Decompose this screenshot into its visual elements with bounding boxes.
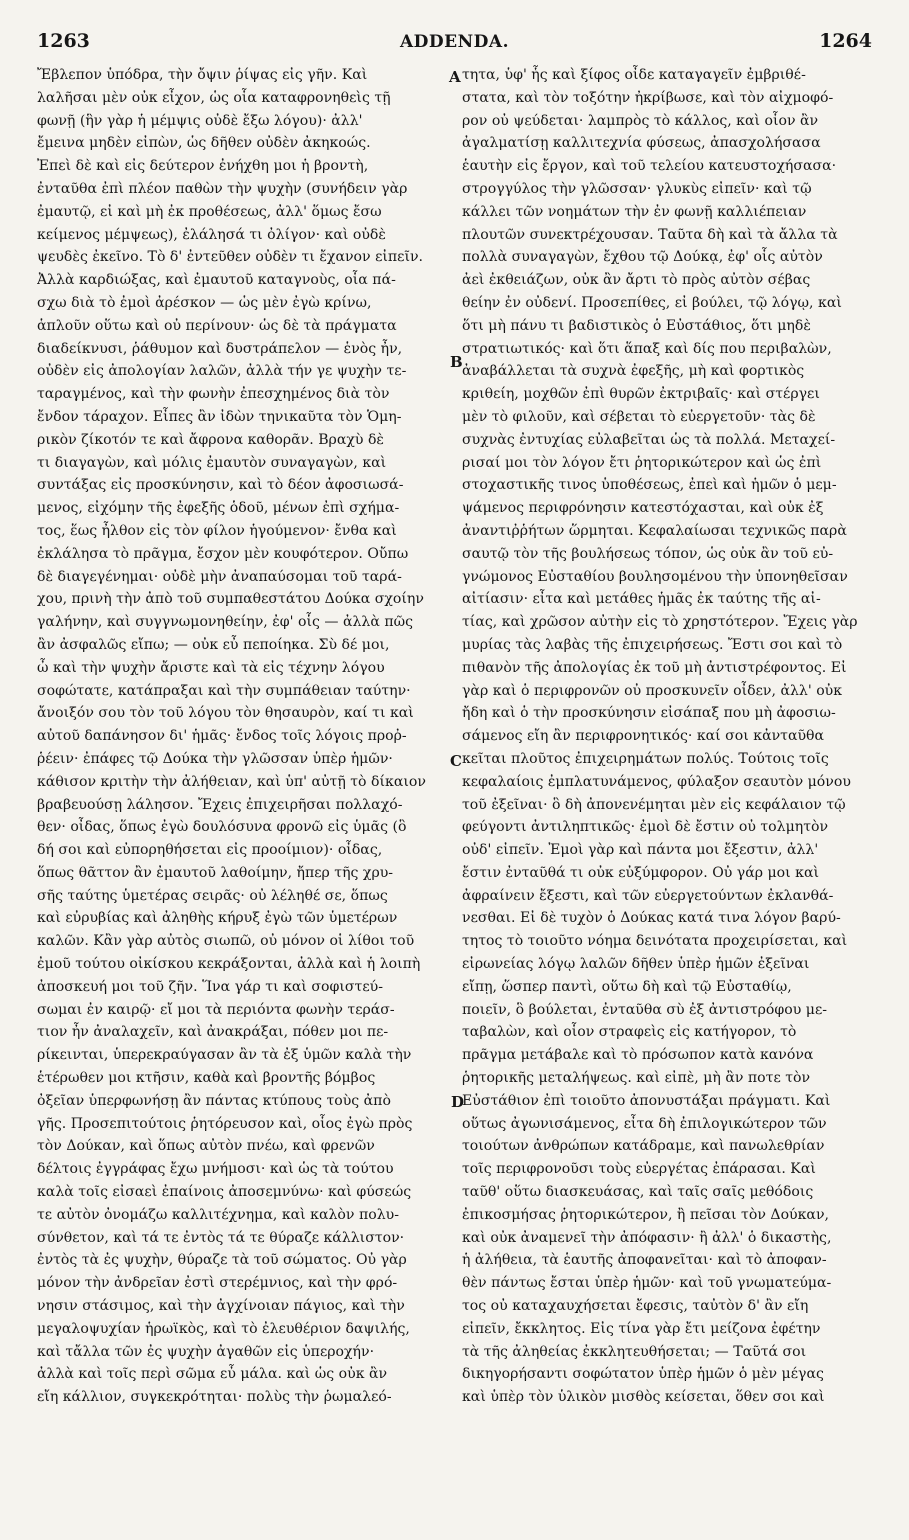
- text-line: ἔστιν ἐνταῦθά τι οὐκ εὐξύμφορον. Οὐ γάρ μοι καὶ: [462, 864, 820, 881]
- text-line: στρατιωτικός· καὶ ὅτι ἅπαξ καὶ δίς που περιβαλὼν,: [462, 340, 832, 357]
- left-text-column: [37, 64, 447, 1514]
- text-line: ἔνδον τάραχον. Εἶπες ἂν ἰδὼν τηνικαῦτα τὸν Ὁμη-: [37, 408, 402, 425]
- text-line: κάλλει τῶν νοημάτων τὴν ἐν φωνῇ καλλιέπειαν: [462, 203, 807, 220]
- text-line: ρίκεινται, ὑπερεκραύγασαν ἂν τὰ ἐξ ὑμῶν καλὰ τὴν: [37, 1047, 412, 1064]
- text-line: κάθισον κριτὴν τὴν ἀλήθειαν, καὶ ὑπ' αὐτῇ τὸ δίκαιον: [37, 773, 426, 790]
- text-line: ἐνταῦθα ἐπὶ πλέον παθὼν τὴν ψυχὴν (συνήδειν γὰρ: [37, 180, 408, 197]
- text-line: τητος τὸ τοιοῦτο νόημα δεινότατα προχειρίσεται, καὶ: [462, 933, 848, 950]
- text-line: καὶ ὑπὲρ τὸν ὑλικὸν μισθὸς κείσεται, ὅθεν σοι καὶ: [462, 1389, 825, 1406]
- text-line: καλῶν. Κἂν γὰρ αὐτὸς σιωπῶ, οὐ μόνον οἱ λίθοι τοῦ: [37, 933, 415, 950]
- text-line: στατα, καὶ τὸν τοξότην ἠκρίβωσε, καὶ τὸν αἰχμοφό-: [462, 89, 834, 106]
- text-line: νεσθαι. Εἰ δὲ τυχὸν ὁ Δούκας κατά τινα λόγον βαρύ-: [462, 910, 841, 927]
- text-line: ὅπως θᾶττον ἂν ἐμαυτοῦ λαθοίμην, ἤπερ τῆς χρυ-: [37, 864, 394, 881]
- text-line: ψάμενος περιφρόνησιν κατεστόχασται, καὶ οὐκ ἐξ: [462, 500, 824, 517]
- text-line: ἀλλὰ καὶ τοῖς περὶ σῶμα εὖ μάλα. καὶ ὡς οὐκ ἂν: [37, 1366, 388, 1383]
- text-line: ἐμοῦ τούτου οἰκίσκου κεκράξονται, ἀλλὰ καὶ ἡ λοιπὴ: [37, 956, 421, 973]
- text-line: ἐπικοσμήσας ῥητορικώτερον, ἢ πεῖσαι τὸν Δούκαν,: [462, 1206, 829, 1223]
- text-line: καλὰ τοῖς εἰσαεὶ ἐπαίνοις ἀποσεμνύνω· καὶ φύσεώς: [37, 1184, 412, 1201]
- text-line: ρον οὐ ψεύδεται· λαμπρὸς τὸ κάλλος, καὶ οἷον ἂν: [462, 112, 819, 129]
- text-line: ἐντὸς τὰ ἐς ψυχὴν, θύραζε τὰ τοῦ σώματος. Οὐ γὰρ: [37, 1252, 407, 1269]
- text-line: γνώμονος Εὐσταθίου βουλησομένου τὴν ὑπονηθεῖσαν: [462, 568, 848, 585]
- text-line: ἔμεινα μηδὲν εἰπὼν, ὡς δῆθεν οὐδὲν ἀκηκοώς.: [37, 135, 371, 152]
- text-line: πιθανὸν τῆς ἀπολογίας ἐκ τοῦ μὴ ἀντιστρέφοντος. Εἰ: [462, 659, 847, 676]
- text-line: ψευδὲς ἐκεῖνο. Τὸ δ' ἐντεῦθεν οὐδὲν τι ἔχανον εἰπεῖν.: [37, 249, 424, 266]
- text-line: στοχαστικῆς τινος ὑποθέσεως, ἐπεὶ καὶ ἡμῶν ὁ μεμ-: [462, 477, 837, 494]
- text-line: κεφαλαίοις ἐμπλατυνάμενος, φύλαξον σεαυτὸν μόνου: [462, 773, 851, 790]
- text-line: σωμαι ἐν καιρῷ· εἴ μοι τὰ περιόντα φωνὴν τεράσ-: [37, 1001, 395, 1018]
- text-line: ἑαυτὴν εἰς ἔργον, καὶ τοῦ τελείου κατευστοχήσασα·: [462, 158, 837, 175]
- text-line: γῆς. Προσεπιτούτοις ῥητόρευσον καὶ, οἷος ἐγὼ πρὸς: [37, 1115, 413, 1132]
- text-line: ἀγαλματίσῃ καλλιτεχνία φύσεως, ἀπασχολήσασα: [462, 135, 821, 152]
- text-line: ὅτι μὴ πάνυ τι βαδιστικὸς ὁ Εὐστάθιος, ὅτι μηδὲ: [462, 317, 811, 334]
- text-line: σῆς ταύτης ὑμετέρας σειρᾶς· οὐ λέληθέ σε, ὅπως: [37, 887, 388, 904]
- text-line: σαυτῷ τὸν τῆς βουλήσεως τόπον, ὡς οὐκ ἂν τοῦ εὐ-: [462, 545, 834, 562]
- text-line: θείην ἐν οὐδενί. Προσεπίθες, εἰ βούλει, τῷ λόγῳ, καὶ: [462, 294, 842, 311]
- text-line: βραβευούσῃ λάλησον. Ἔχεις ἐπιχειρῆσαι πολλαχό-: [37, 796, 403, 813]
- text-line: λαλῆσαι μὲν οὐκ εἶχον, ὡς οἷα καταφρονηθεὶς τῇ: [37, 89, 391, 106]
- text-line: φωνῇ (ἣν γὰρ ἡ μέμψις οὐδὲ ἔξω λόγου)· ἀλλ': [37, 112, 363, 129]
- text-line: τίας, καὶ χρῶσον αὐτὴν εἰς τὸ χρηστότερον. Ἔχεις γὰρ: [462, 614, 858, 631]
- left-page-number: 1263: [37, 30, 90, 52]
- text-line: εἴπῃ, ὥσπερ παντὶ, οὕτω δὴ καὶ τῷ Εὐσταθίῳ,: [462, 978, 792, 995]
- text-line: ἂν ἀσφαλῶς εἴπω; — οὐκ εὖ πεποίηκα. Σὺ δέ μοι,: [37, 636, 390, 653]
- text-line: ῥέειν· ἐπάφες τῷ Δούκα τὴν γλῶσσαν ὑπὲρ ἡμῶν·: [37, 750, 393, 767]
- text-line: ῥητορικῆς μεταλήψεως. καὶ εἰπὲ, μὴ ἂν ποτε τὸν: [462, 1070, 811, 1087]
- margin-marker-b: B: [450, 353, 463, 371]
- text-line: σχω διὰ τὸ ἐμοὶ ἀρέσκον — ὡς μὲν ἐγὼ κρίνω,: [37, 294, 372, 311]
- text-line: καὶ εὐρυβίας καὶ ἀληθὴς κήρυξ ἐγὼ τῶν ὑμετέρων: [37, 910, 398, 927]
- right-text-column: [462, 64, 872, 1514]
- text-line: τὸν Δούκαν, καὶ ὅπως αὐτὸν πνέω, καὶ φρενῶν: [37, 1138, 375, 1155]
- text-line: ἡ ἀλήθεια, τὰ ἑαυτῆς ἀποφανεῖται· καὶ τὸ ἀποφαν-: [462, 1252, 827, 1269]
- text-line: μενος, εἰχόμην τῆς ἐφεξῆς ὁδοῦ, μένων ἐπὶ σχήμα-: [37, 500, 400, 517]
- text-line: ἀεὶ ἐκθειάζων, οὐκ ἂν ἄρτι τὸ πρὸς αὐτὸν σέβας: [462, 272, 811, 289]
- text-line: διαδείκνυσι, ῥάθυμον καὶ δυστράπελον — ἑνὸς ἦν,: [37, 340, 403, 357]
- text-line: τοῖς περιφρονοῦσι τοὺς εὐεργέτας ἐπάρασαι. Καὶ: [462, 1161, 816, 1178]
- margin-marker-c: C: [450, 752, 462, 770]
- text-line: ἁπλοῦν οὕτω καὶ οὐ περίνουν· ὡς δὲ τὰ πράγματα: [37, 317, 397, 334]
- text-line: συχνὰς ἐντυχίας εὐλαβεῖται ὡς τὰ πολλά. Μεταχεί-: [462, 431, 836, 448]
- text-line: ἐμαυτῷ, εἰ καὶ μὴ ἐκ προθέσεως, ἀλλ' ὅμως ἔσω: [37, 203, 382, 220]
- text-line: κείμενος μέμψεως), ἐλάλησά τι ὀλίγον· καὶ οὐδὲ: [37, 226, 386, 243]
- text-line: οὐδ' εἰπεῖν. Ἐμοὶ γὰρ καὶ πάντα μοι ἔξεστιν, ἀλλ': [462, 842, 819, 859]
- text-line: μεγαλοψυχίαν ἡρωϊκὸς, καὶ τὸ ἐλευθέριον δαψιλής,: [37, 1320, 410, 1337]
- text-line: οὕτως ἀγωνισάμενος, εἶτα δὴ ἐπιλογικώτερον τῶν: [462, 1115, 827, 1132]
- text-line: τοῦ ἐξεῖναι· ὃ δὴ ἀπονενέμηται μὲν εἰς κεφάλαιον τῷ: [462, 796, 846, 813]
- text-line: νησιν στάσιμος, καὶ τὴν ἀγχίνοιαν πάγιος, καὶ τὴν: [37, 1298, 405, 1315]
- text-line: γαλήνην, καὶ συγγνωμονηθείην, ἐφ' οἷς — ἀλλὰ πῶς: [37, 614, 413, 631]
- text-line: εἰρωνείας λόγῳ λαλῶν δῆθεν ὑπὲρ ἡμῶν ἐξεῖναι: [462, 956, 810, 973]
- text-line: κεῖται πλοῦτος ἐπιχειρημάτων πολύς. Τούτοις τοῖς: [462, 750, 829, 767]
- text-line: ταβαλὼν, καὶ οἷον στραφεὶς εἰς κατήγορον, τὸ: [462, 1024, 797, 1041]
- text-line: μυρίας τὰς λαβὰς τῆς ἐπιχειρήσεως. Ἔστι σοι καὶ τὸ: [462, 636, 843, 653]
- text-line: Ἐπεὶ δὲ καὶ εἰς δεύτερον ἐνήχθη μοι ἡ βροντὴ,: [37, 158, 369, 175]
- text-line: ρισαί μοι τὸν λόγον ἔτι ῥητορικώτερον καὶ ὡς ἐπὶ: [462, 454, 822, 471]
- text-line: τιον ἦν ἀναλαχεῖν, καὶ ἀνακράξαι, πόθεν μοι πε-: [37, 1024, 389, 1041]
- text-line: τος οὐ καταχαυχήσεται ἔφεσις, ταὐτὸν δ' ἂν εἴη: [462, 1298, 809, 1315]
- text-line: δὲ διαγεγένημαι· οὐδὲ μὴν ἀναπαύσομαι τοῦ ταρά-: [37, 568, 402, 585]
- text-line: τε αὐτὸν ὀνομάζω καλλιτέχνημα, καὶ καλὸν πολυ-: [37, 1206, 399, 1223]
- text-line: θὲν πάντως ἔσται ὑπὲρ ἡμῶν· καὶ τοῦ γνωματεύμα-: [462, 1275, 832, 1292]
- text-line: δέλτοις ἐγγράφας ἔχω μνήμοσι· καὶ ὡς τὰ τούτου: [37, 1161, 394, 1178]
- right-page-number: 1264: [819, 30, 872, 52]
- text-line: ἄνοιξόν σου τὸν τοῦ λόγου τὸν θησαυρὸν, καί τι καὶ: [37, 705, 414, 722]
- text-line: Εὐστάθιον ἐπὶ τοιοῦτο ἀπονυστάξαι πράγματι. Καὶ: [462, 1092, 831, 1109]
- text-line: ποιεῖν, ὃ βούλεται, ἐνταῦθα σὺ ἐξ ἀντιστρόφου με-: [462, 1001, 828, 1018]
- text-line: δή σοι καὶ εὐπορηθήσεται εἰς προοίμιον)· οἶδας,: [37, 842, 383, 859]
- text-line: οὐδὲν εἰς ἀπολογίαν λαλῶν, ἀλλὰ τήν γε ψυχὴν τε-: [37, 363, 407, 380]
- text-line: ταραγμένος, καὶ τὴν φωνὴν ἐπεσχημένος διὰ τὸν: [37, 386, 390, 403]
- text-line: πλουτῶν συνεκτρέχουσαν. Ταῦτα δὴ καὶ τὰ ἄλλα τὰ: [462, 226, 838, 243]
- text-line: ὦ καὶ τὴν ψυχὴν ἄριστε καὶ τὰ εἰς τέχνην λόγου: [37, 659, 385, 676]
- text-line: τητα, ὑφ' ἧς καὶ ξίφος οἶδε καταγαγεῖν ἐμβριθέ-: [462, 67, 806, 83]
- text-line: ἀποσκευή μοι τοῦ ζῆν. Ἵνα γάρ τι καὶ σοφιστεύ-: [37, 978, 383, 995]
- text-line: συντάξας εἰς προσκύνησιν, καὶ τὸ δέον ἀφοσιωσά-: [37, 477, 404, 494]
- text-line: ἀναβάλλεται τὰ συχνὰ ἐφεξῆς, μὴ καὶ φορτικὸς: [462, 363, 805, 380]
- text-line: μόνον τὴν ἀνδρεῖαν ἐστὶ στερέμνιος, καὶ τὴν φρό-: [37, 1275, 398, 1292]
- text-line: τοιούτων ἀνθρώπων κατάδραμε, καὶ πανωλεθρίαν: [462, 1138, 825, 1155]
- text-line: εἴη κάλλιον, συγκεκρότηται· πολὺς τὴν ῥωμαλεό-: [37, 1389, 392, 1406]
- text-line: ρικὸν ζίκοτόν τε καὶ ἄφρονα καθορᾶν. Βραχὺ δὲ: [37, 431, 384, 448]
- text-line: αὐτοῦ δαπάνησον δι' ἡμᾶς· ἔνδος τοῖς λόγοις προῤ-: [37, 728, 407, 745]
- text-line: τος, ἕως ἦλθον εἰς τὸν φίλον ἡγούμενον· ἔνθα καὶ: [37, 522, 397, 539]
- text-line: ἑτέρωθεν μοι κτῆσιν, καθὰ καὶ βροντῆς βόμβος: [37, 1070, 376, 1087]
- text-line: τι διαγαγὼν, καὶ μόλις ἐμαυτὸν συναγαγὼν, καὶ: [37, 454, 387, 471]
- text-line: στρογγύλος τὴν γλῶσσαν· γλυκὺς εἰπεῖν· καὶ τῷ: [462, 180, 812, 197]
- text-line: κριθείη, μοχθῶν ἐπὶ θυρῶν ἐκτριβαῖς· καὶ στέργει: [462, 386, 820, 403]
- text-line: θεν· οἶδας, ὅπως ἐγὼ δουλόσυνα φρονῶ εἰς ὑμᾶς (ὃ: [37, 819, 407, 836]
- text-line: ἤδη καὶ ὁ τὴν προσκύνησιν εἰσάπαξ που μὴ ἀφοσιω-: [462, 705, 836, 722]
- page-header: [0, 30, 909, 60]
- text-line: Ἔβλεπον ὑπόδρα, τὴν ὄψιν ῥίψας εἰς γῆν. Καὶ: [37, 67, 368, 83]
- text-line: ἀναντιῤῥήτων ὥρμηται. Κεφαλαίωσαι τεχνικῶς παρὰ: [462, 522, 847, 539]
- text-line: σύνθετον, καὶ τά τε ἐντὸς τά τε θύραζε κάλλιστον·: [37, 1229, 405, 1246]
- text-line: χου, πρινὴ τὴν ἀπὸ τοῦ συμπαθεστάτου Δούκα σχοίην: [37, 591, 424, 608]
- text-line: πολλὰ συναγαγὼν, ἔχθου τῷ Δούκᾳ, ἐφ' οἷς αὐτὸν: [462, 249, 823, 266]
- text-line: καὶ οὐκ ἀναμενεῖ τὴν ἀπόφασιν· ἢ ἀλλ' ὁ δικαστὴς,: [462, 1229, 832, 1246]
- text-line: γὰρ καὶ ὁ περιφρονῶν οὐ προσκυνεῖν οἶδεν, ἀλλ' οὐκ: [462, 682, 843, 699]
- text-line: ἐκλάλησα τὸ πρᾶγμα, ἔσχον μὲν κουφότερον. Οὔπω: [37, 545, 409, 562]
- running-title: ADDENDA.: [399, 32, 510, 52]
- margin-marker-d: D: [451, 1093, 465, 1111]
- text-line: ἀφραίνειν ἔξεστι, καὶ τῶν εὐεργετούντων ἐκλανθά-: [462, 887, 834, 904]
- text-line: αἰτίασιν· εἶτα καὶ μετάθες ἡμᾶς ἐκ ταύτης τῆς αἰ-: [462, 591, 821, 608]
- text-line: φεύγοντι ἀντιληπτικῶς· ἐμοὶ δὲ ἔστιν οὐ τολμητὸν: [462, 819, 829, 836]
- text-line: πρᾶγμα μετάβαλε καὶ τὸ πρόσωπον κατὰ κανόνα: [462, 1047, 814, 1064]
- text-line: τὰ τῆς ἀληθείας ἐκκλητευθήσεται; — Ταῦτά σοι: [462, 1343, 807, 1360]
- text-line: καὶ τἄλλα τῶν ἐς ψυχὴν ἀγαθῶν εἰς ὑπεροχήν·: [37, 1343, 375, 1360]
- text-line: ὀξεῖαν ὑπερφωνήσῃ ἂν πάντας κτύπους τοὺς ἀπὸ: [37, 1092, 391, 1109]
- text-line: Ἀλλὰ καρδιώξας, καὶ ἐμαυτοῦ καταγνοὺς, οἷα πά-: [37, 272, 396, 289]
- margin-marker-a: A: [449, 68, 461, 86]
- text-line: δικηγορήσαντι σοφώτατον ὑπὲρ ἡμῶν ὁ μὲν μέγας: [462, 1366, 824, 1383]
- text-line: μὲν τὸ φιλοῦν, καὶ σέβεται τὸ εὐεργετοῦν· τὰς δὲ: [462, 408, 816, 425]
- text-line: εἰπεῖν, ἔκκλητος. Εἰς τίνα γὰρ ἔτι μείζονα ἐφέτην: [462, 1320, 821, 1337]
- text-line: σάμενος εἴη ἂν περιφρονητικός· καί σοι κἀνταῦθα: [462, 728, 825, 745]
- text-line: ταῦθ' οὕτω διασκευάσας, καὶ ταῖς σαῖς μεθόδοις: [462, 1184, 814, 1201]
- text-line: σοφώτατε, κατάπραξαι καὶ τὴν συμπάθειαν ταύτην·: [37, 682, 411, 699]
